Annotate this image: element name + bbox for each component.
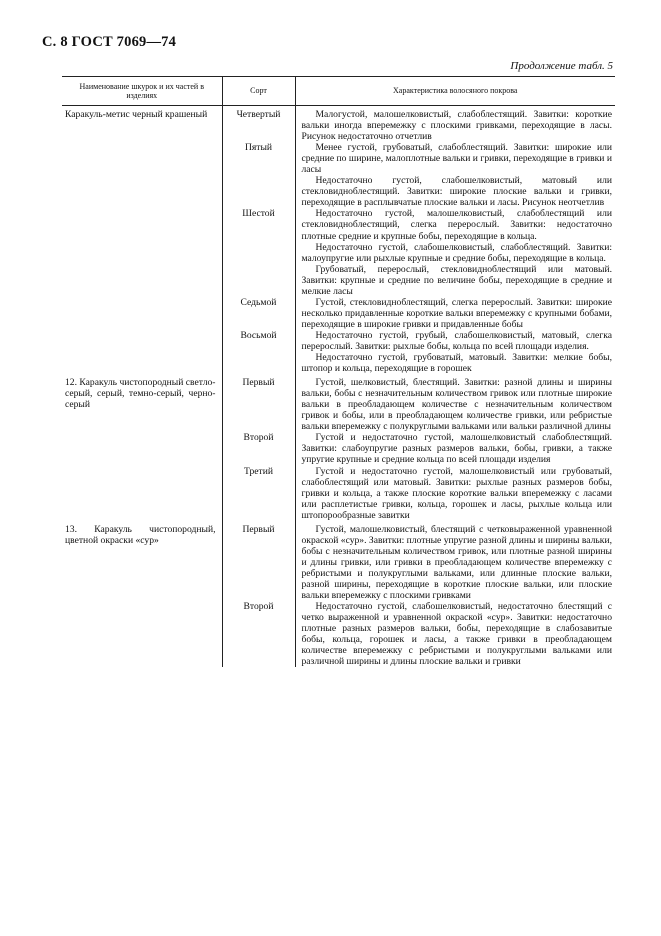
table-row bbox=[62, 374, 615, 432]
page-header: С. 8 ГОСТ 7069—74 bbox=[42, 34, 177, 50]
column-header-characteristic: Характеристика волосяного покрова bbox=[295, 77, 615, 106]
grade-cell: Восьмой bbox=[222, 330, 295, 352]
characteristic-text: Густой и недостаточно густой, малошелковистый слабоблестящий. Завитки: слабоупругие разных размеров вальки, бобы, гривки, а также упругие крупные и средние кольца по всей площади изделия bbox=[301, 432, 612, 466]
characteristic-text: Недостаточно густой, грубоватый, матовый. Завитки: мелкие бобы, штопор и кольца, переходящие в горошек bbox=[301, 352, 612, 375]
table-row bbox=[62, 432, 615, 465]
fur-name-cell bbox=[62, 601, 222, 667]
table-row bbox=[62, 142, 615, 175]
characteristic-cell bbox=[295, 352, 615, 374]
characteristic-text: Недостаточно густой, грубый, слабошелковистый, матовый, слегка перерослый. Завитки: рыхлые бобы, кольца по всей площади изделия. bbox=[301, 329, 612, 352]
table-continuation-label: Продолжение табл. 5 bbox=[510, 60, 613, 72]
fur-name-cell bbox=[62, 264, 222, 297]
table-row bbox=[62, 601, 615, 667]
fur-name-cell bbox=[62, 175, 222, 208]
characteristic-cell bbox=[295, 330, 615, 352]
characteristic-text: Густой, стекловидноблестящий, слегка перерослый. Завитки: широкие несколько придавленные короткие вальки вперемежку с крупными бобами, переходящие в широкие гривки и придавленные бобы bbox=[301, 296, 612, 330]
characteristic-text: Грубоватый, перерослый, стекловидноблестящий или матовый. Завитки: крупные и средние по величине бобы, переходящие в средние и мелкие ласы bbox=[301, 263, 612, 297]
grade-cell: Четвертый bbox=[222, 106, 295, 143]
table-row bbox=[62, 175, 615, 208]
table-row bbox=[62, 242, 615, 264]
table-row bbox=[62, 521, 615, 601]
grade-cell: Второй bbox=[222, 432, 295, 465]
grade-cell: Первый bbox=[222, 521, 295, 601]
fur-name-cell bbox=[62, 297, 222, 330]
fur-name-cell bbox=[62, 330, 222, 352]
characteristic-text: Недостаточно густой, малошелковистый, слабоблестящий или стекловидноблестящий, слегка перерослый. Завитки: недостаточно плотные средние и крупные бобы, переходящие в кольца. bbox=[301, 208, 612, 242]
characteristic-text: Недостаточно густой, слабошелковистый, слабоблестящий. Завитки: малоупругие или рыхлые крупные и средние бобы, переходящие в кольца. bbox=[301, 241, 612, 264]
table-header-row bbox=[62, 77, 615, 106]
table-row bbox=[62, 330, 615, 352]
column-header-name: Наименование шкурок и их частей в изделиях bbox=[62, 77, 222, 106]
column-header-grade: Сорт bbox=[222, 77, 295, 106]
fur-name-cell: 12. Каракуль чистопородный светло-серый, серый, темно-серый, черно-серый bbox=[65, 377, 216, 411]
characteristic-cell bbox=[295, 297, 615, 330]
table bbox=[62, 76, 615, 667]
table-row bbox=[62, 208, 615, 241]
characteristic-cell bbox=[295, 242, 615, 264]
fur-name-cell: Каракуль-метис черный крашеный bbox=[65, 109, 208, 120]
fur-name-cell: 13. Каракуль чистопородный, цветной окраски «сур» bbox=[65, 523, 216, 546]
characteristic-cell bbox=[295, 264, 615, 297]
grade-cell bbox=[222, 352, 295, 374]
characteristic-cell bbox=[295, 106, 615, 143]
characteristic-text: Менее густой, грубоватый, слабоблестящий. Завитки: широкие или средние по ширине, малоплотные вальки и гривки, переходящие в гривки и ласы bbox=[301, 142, 612, 176]
fur-name-cell bbox=[62, 142, 222, 175]
characteristic-text: Недостаточно густой, слабошелковистый, матовый или стекловидноблестящий. Завитки: широкие плоские вальки и гривки, переходящие в расплывчатые плоские вальки и ласы. Рисунок неотчетлив bbox=[301, 175, 612, 209]
characteristic-text: Малогустой, малошелковистый, слабоблестящий. Завитки: короткие вальки иногда вперемежку с плоскими гривками, переходящие в ласы. Рисунок недостаточно отчетлив bbox=[301, 109, 612, 143]
characteristic-cell bbox=[295, 142, 615, 175]
characteristic-text: Недостаточно густой, слабошелковистый, недостаточно блестящий с четко выраженной и уравненной окраской «сур». Завитки: недостаточно плотные разных размеров вальки, бобы, переходящие в слабозавитые бобы, кольца, горошек и ласы, а также гривки в преобладающем количестве вперемежку с ребристыми и полукруглыми вальками или различной ширины и длины плоские вальки и гривки bbox=[301, 601, 612, 668]
grade-cell: Пятый bbox=[222, 142, 295, 175]
characteristic-text: Густой, шелковистый, блестящий. Завитки: разной длины и ширины вальки, бобы с незначительным количеством гривок или плотные широкие вальки в преобладающем количестве с незначительным количеством гривок и бобы, или в преобладающем количестве гривки, или ребристые вальки вперемежку с полукруглыми вальками или вальки различной длины bbox=[301, 377, 612, 433]
grade-cell bbox=[222, 175, 295, 208]
characteristic-cell bbox=[295, 466, 615, 521]
characteristic-text: Густой и недостаточно густой, малошелковистый или грубоватый, слабоблестящий или матовый. Завитки: рыхлые разных размеров бобы, гривки и кольца, а также плоские короткие вальки вперемежку с ласами или расплетистые гривки, кольца, горошек и ласы, рыхлые кольца или штопорообразные завитки bbox=[301, 465, 612, 521]
characteristics-table bbox=[62, 76, 615, 667]
characteristic-text: Густой, малошелковистый, блестящий с четковыраженной уравненной окраской «сур». Завитки: плотные упругие разной длины и ширины вальки, бобы с незначительным количеством гривок, или плотные разной ширины и длины гривки, или гривки в преобладающем количестве вперемежку с ребристыми и полукруглыми вальками, или длинные плоские вальки, разной ширины, переходящие в короткие плоские вальки, или плоские вальки вперемежку с плоскими гривками bbox=[301, 523, 612, 602]
grade-cell bbox=[222, 264, 295, 297]
characteristic-cell bbox=[295, 175, 615, 208]
fur-name-cell bbox=[62, 208, 222, 241]
fur-name-cell bbox=[62, 432, 222, 465]
fur-name-cell bbox=[62, 466, 222, 521]
fur-name-cell bbox=[62, 242, 222, 264]
table-row bbox=[62, 106, 615, 143]
grade-cell: Шестой bbox=[222, 208, 295, 241]
grade-cell bbox=[222, 242, 295, 264]
characteristic-cell bbox=[295, 601, 615, 667]
table-body bbox=[62, 106, 615, 668]
table-row bbox=[62, 352, 615, 374]
fur-name-cell bbox=[62, 352, 222, 374]
characteristic-cell bbox=[295, 208, 615, 241]
characteristic-cell bbox=[295, 374, 615, 432]
grade-cell: Второй bbox=[222, 601, 295, 667]
grade-cell: Первый bbox=[222, 374, 295, 432]
table-row bbox=[62, 264, 615, 297]
characteristic-cell bbox=[295, 521, 615, 601]
characteristic-cell bbox=[295, 432, 615, 465]
grade-cell: Третий bbox=[222, 466, 295, 521]
table-row bbox=[62, 466, 615, 521]
table-row bbox=[62, 297, 615, 330]
grade-cell: Седьмой bbox=[222, 297, 295, 330]
